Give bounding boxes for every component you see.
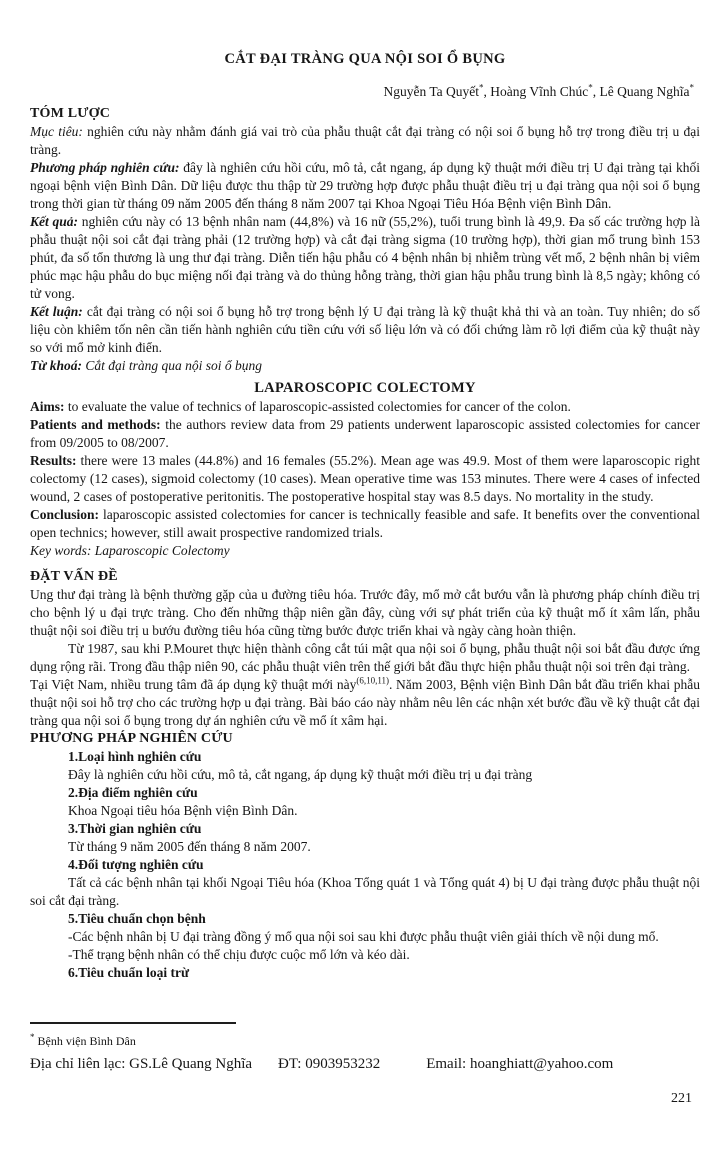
author-name: Lê Quang Nghĩa*: [599, 82, 694, 99]
intro-paragraph-2: Từ 1987, sau khi P.Mouret thực hiện thành công cắt túi mật qua nội soi ổ bụng, phẫu thuật nội soi bắt đầu được ứng dụng rộng rãi. Trong đầu thập niên 90, các phẫu thuật viên trên thế giới bắt đầu thực hiện phẫu thuật nội soi trên đại tràng.: [30, 640, 700, 674]
section-heading-dat-van-de: ĐẶT VẤN ĐỀ: [30, 568, 118, 584]
author-separator: ,: [592, 83, 600, 99]
paragraph-text: Cắt đại tràng qua nội soi ổ bụng: [85, 357, 262, 373]
paragraph-label: Results:: [30, 452, 81, 468]
footnote-affiliation: [30, 1030, 700, 1049]
author-affiliation-mark: *: [588, 82, 593, 92]
paragraph-text: Tại Việt Nam, nhiều trung tâm đã áp dụng kỹ thuật mới này: [30, 676, 357, 692]
paragraph-label: Từ khoá:: [30, 357, 86, 373]
contact-email: Email: hoanghiatt@yahoo.com: [426, 1056, 614, 1072]
intro-paragraph-3: [30, 676, 700, 730]
paragraph-text: the authors review data from 29 patients underwent laparoscopic assisted colectomies for cancer from 09/2005 to 08/2007.: [30, 416, 700, 450]
author-affiliation-mark: *: [479, 82, 484, 92]
affiliation-text: Bệnh viện Bình Dân: [37, 1034, 136, 1048]
author-separator: ,: [483, 83, 491, 99]
paragraph-text: to evaluate the value of technics of laparoscopic-assisted colectomies for cancer of the colon.: [67, 398, 571, 414]
method-item-5-title: 5.Tiêu chuẩn chọn bệnh: [68, 910, 206, 926]
section-heading-english: LAPAROSCOPIC COLECTOMY: [254, 379, 476, 396]
paragraph-text: đây là nghiên cứu hồi cứu, mô tả, cắt ngang, áp dụng kỹ thuật mới điều trị U đại tràng tại khối ngoại bệnh viện Bình Dân. Dữ liệu được thu thập từ 29 trường hợp được phẫu thuật điều trị u đại tràng qua nội soi ổ bụng trong thời gian từ tháng 09 năm 2005 đến tháng 8 năm 2007 tại Khoa Ngoại Tiêu Hóa Bệnh viện Bình Dân.: [30, 159, 700, 211]
method-item-4-title: 4.Đối tượng nghiên cứu: [68, 856, 204, 872]
article-title: CẮT ĐẠI TRÀNG QUA NỘI SOI Ổ BỤNG: [224, 51, 506, 67]
method-item-3-body: Từ tháng 9 năm 2005 đến tháng 8 năm 2007.: [68, 838, 311, 854]
paragraph-text: nghiên cứu này có 13 bệnh nhân nam (44,8%) và 16 nữ (55,2%), tuổi trung bình là 49,9. Đa số các trường hợp là phẫu thuật nội soi cắt đại tràng phải (12 trường hợp) và cắt đại tràng sigma (10 trường hợp), thời gian mổ trung bình 153 phút, đa số tổn thương là ung thư đại tràng. Diễn tiến hậu phẫu có 4 bệnh nhân bị nhiễm trùng vết mổ, 2 bệnh nhân bị viêm phúc mạc hậu phẫu do bục miệng nối đại tràng và do thủng hỗng tràng, thời gian hậu phẫu trung bình là 8,5 ngày; không có tử vong.: [30, 213, 700, 301]
paragraph-label: Mục tiêu:: [30, 123, 88, 139]
english-results: [30, 452, 700, 506]
paragraph-text: laparoscopic assisted colectomies for cancer is technically feasible and safe. It benefits over the conventional open technics; however, still await prospective randomized trials.: [30, 506, 700, 540]
method-item-6-title: 6.Tiêu chuẩn loại trừ: [68, 964, 190, 980]
english-aims: [30, 398, 700, 416]
author-name: Hoàng Vĩnh Chúc*,: [490, 82, 600, 99]
section-heading-methods: PHƯƠNG PHÁP NGHIÊN CỨU: [30, 730, 233, 746]
abstract-muc-tieu: [30, 123, 700, 159]
abstract-keywords-vi: [30, 357, 700, 375]
method-item-2-body: Khoa Ngoại tiêu hóa Bệnh viện Bình Dân.: [68, 802, 298, 818]
paragraph-label: Kết quả:: [30, 213, 82, 229]
english-conclusion: [30, 506, 700, 542]
paragraph-label: Patients and methods:: [30, 416, 166, 432]
abstract-ket-luan: [30, 303, 700, 357]
method-item-4-body: Tất cả các bệnh nhân tại khối Ngoại Tiêu hóa (Khoa Tổng quát 1 và Tổng quát 4) bị U đại tràng được phẫu thuật nội soi cắt đại tràng.: [30, 874, 700, 908]
section-heading-tom-luoc: TÓM LƯỢC: [30, 105, 111, 121]
author-name: Nguyễn Ta Quyết*,: [383, 82, 491, 99]
affiliation-mark: *: [30, 1032, 35, 1042]
method-item-2-title: 2.Địa điểm nghiên cứu: [68, 784, 198, 800]
contact-line: [30, 1055, 700, 1073]
method-item-5-body-2: -Thể trạng bệnh nhân có thể chịu được cuộc mổ lớn và kéo dài.: [68, 946, 410, 962]
paragraph-label: Kết luận:: [30, 303, 87, 319]
contact-phone: ĐT: 0903953232: [278, 1056, 381, 1072]
author-affiliation-mark: *: [689, 82, 694, 92]
paragraph-text: cắt đại tràng có nội soi ổ bụng hỗ trợ trong bệnh lý U đại tràng là kỹ thuật khả thi và an toàn. Tuy nhiên; do số liệu còn khiêm tốn nên cần tiến hành nghiên cứu tiền cứu với số liệu lớn và có đối chứng làm rõ lợi điểm của kỹ thuật này so với mổ mở kinh điển.: [30, 303, 700, 355]
method-item-5-body: -Các bệnh nhân bị U đại tràng đồng ý mổ qua nội soi sau khi được phẫu thuật viên giải thích về nội dung mổ.: [68, 928, 659, 944]
intro-paragraph-1: Ung thư đại tràng là bệnh thường gặp của u đường tiêu hóa. Trước đây, mổ mở cắt bướu vẫn là phương pháp chính điều trị cho bệnh lý u đại trực tràng. Cho đến những thập niên gần đây, cùng với sự phát triển của kỹ thuật mổ ít xâm lấn, phẫu thuật nội soi điều trị u bướu đường tiêu hóa cũng từng bước được triển khai và ngày càng hoàn thiện.: [30, 586, 700, 638]
footnote-block: [30, 1022, 700, 1073]
footnote-rule: [30, 1022, 236, 1024]
paragraph-label: Phương pháp nghiên cứu:: [30, 159, 184, 175]
page-number: 221: [671, 1091, 692, 1106]
english-patients-methods: [30, 416, 700, 452]
paragraph-label: Aims:: [30, 398, 68, 414]
abstract-phuong-phap: [30, 159, 700, 213]
contact-address: Địa chỉ liên lạc: GS.Lê Quang Nghĩa: [30, 1056, 253, 1072]
authors-line: [30, 78, 694, 101]
paragraph-text: there were 13 males (44.8%) and 16 females (55.2%). Mean age was 49.9. Most of them were laparoscopic right colectomy (12 cases), sigmoid colectomy (10 cases). Mean operative time was 153 minutes. There were 4 cases of infected wound, 2 cases of postoperative peritonitis. The postoperative hospital stay was 8.5 days. No mortality in the study.: [30, 452, 700, 504]
method-item-1-body: Đây là nghiên cứu hồi cứu, mô tả, cắt ngang, áp dụng kỹ thuật mới điều trị u đại tràng: [68, 766, 533, 782]
abstract-ket-qua: [30, 213, 700, 303]
citation-superscript: (6,10,11): [356, 675, 390, 685]
method-item-3-title: 3.Thời gian nghiên cứu: [68, 820, 202, 836]
paragraph-label: Key words:: [30, 542, 95, 558]
paragraph-label: Conclusion:: [30, 506, 103, 522]
paragraph-text: . Năm 2003, Bệnh viện Bình Dân bắt đầu triển khai phẫu thuật nội soi hỗ trợ cho các trường hợp u đại tràng. Bài báo cáo này nhằm nêu lên các nhận xét bước đầu về kỹ thuật cắt đại tràng qua nội soi ổ bụng trong dự án nghiên cứu về mổ ít xâm hại.: [30, 676, 700, 728]
english-keywords: [30, 542, 700, 560]
method-item-1-title: 1.Loại hình nghiên cứu: [68, 748, 202, 764]
paragraph-text: nghiên cứu này nhằm đánh giá vai trò của phẫu thuật cắt đại tràng có nội soi ổ bụng hỗ trợ trong điều trị u đại tràng.: [30, 123, 700, 157]
paragraph-text: Laparoscopic Colectomy: [94, 542, 230, 558]
